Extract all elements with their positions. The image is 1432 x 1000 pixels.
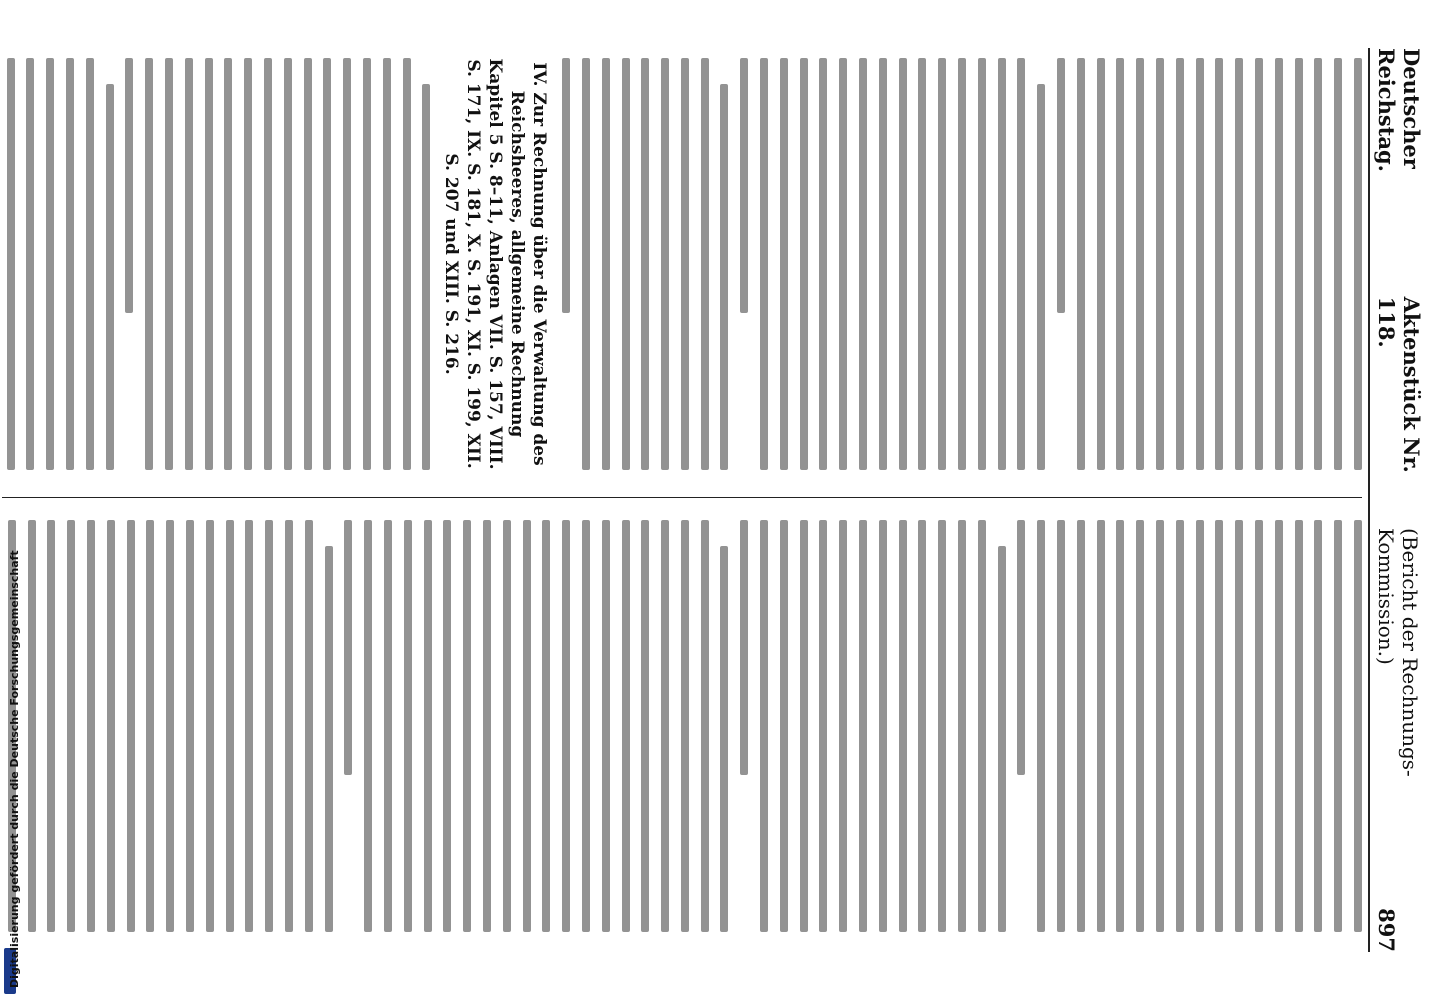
text-line [1334, 58, 1342, 470]
text-line [226, 520, 234, 932]
text-line [1116, 520, 1124, 932]
text-line [1275, 520, 1283, 932]
text-line [998, 546, 1006, 932]
text-line [978, 520, 986, 932]
text-line [443, 520, 451, 932]
text-line [344, 520, 352, 775]
text-line [661, 520, 669, 932]
text-line [1196, 520, 1204, 932]
text-line [998, 58, 1006, 470]
text-line [205, 58, 213, 470]
text-line [224, 58, 232, 470]
text-line [938, 58, 946, 470]
text-line [383, 58, 391, 470]
text-line [404, 520, 412, 932]
text-line [264, 58, 272, 470]
text-line [780, 58, 788, 470]
column-left [0, 58, 1362, 470]
text-line [1156, 520, 1164, 932]
text-line [800, 520, 808, 932]
text-line [562, 520, 570, 932]
text-line [760, 520, 768, 932]
text-line [284, 58, 292, 470]
text-line [859, 520, 867, 932]
text-line [1334, 520, 1342, 932]
text-line [1057, 58, 1065, 313]
text-line [958, 520, 966, 932]
text-line [622, 58, 630, 470]
text-line [1077, 58, 1085, 470]
text-line [1097, 520, 1105, 932]
text-line [740, 58, 748, 313]
text-line [879, 58, 887, 470]
text-line [424, 520, 432, 932]
text-line [740, 520, 748, 775]
text-line [46, 58, 54, 470]
digitization-credit: Digitalisierung gefördert durch die Deutsche Forschungsgemeinschaft [8, 550, 21, 988]
text-line [1176, 520, 1184, 932]
text-line [26, 58, 34, 470]
text-line [1037, 520, 1045, 932]
text-line [67, 520, 75, 932]
text-line [463, 520, 471, 932]
text-line [145, 58, 153, 470]
text-line [1314, 58, 1322, 470]
text-line [325, 546, 333, 932]
text-line [839, 58, 847, 470]
text-line [1116, 58, 1124, 470]
text-line [602, 520, 610, 932]
text-line [165, 58, 173, 470]
text-line [1295, 520, 1303, 932]
text-line [641, 520, 649, 932]
text-line [859, 58, 867, 470]
column-divider [2, 497, 1362, 498]
text-line [1255, 520, 1263, 932]
text-line [899, 520, 907, 932]
text-line [879, 520, 887, 932]
text-line [1314, 520, 1322, 932]
text-line [681, 520, 689, 932]
text-line [800, 58, 808, 470]
text-line [1017, 520, 1025, 775]
text-line [622, 520, 630, 932]
text-line [285, 520, 293, 932]
text-line [28, 520, 36, 932]
text-line [1077, 520, 1085, 932]
text-line [582, 58, 590, 470]
text-line [721, 84, 729, 470]
text-line [641, 58, 649, 470]
text-line [938, 520, 946, 932]
text-line [681, 58, 689, 470]
header-right: (Bericht der Rechnungs-Kommission.) [1374, 528, 1422, 777]
text-line [1097, 58, 1105, 470]
text-line [146, 520, 154, 932]
header-center: Aktenstück Nr. 118. [1374, 296, 1424, 473]
text-line [701, 520, 709, 932]
text-line [125, 58, 133, 313]
section-heading: IV. Zur Rechnung über die Verwaltung des Reichsheeres, allgemeine Rechnung Kapitel 5 S. 8–11, Anlagen VII. S. 157, VIII. S. 171, IX. S. 181, X. S. 191, XI. S. 199, XII. S. 207 und XIII. S. 216. [441, 58, 550, 470]
text-line [363, 58, 371, 470]
text-line [483, 520, 491, 932]
text-line [819, 58, 827, 470]
text-line [304, 58, 312, 470]
text-line [323, 58, 331, 470]
column-right [0, 520, 1362, 932]
text-line [721, 546, 729, 932]
text-line [1037, 84, 1045, 470]
text-line [86, 58, 94, 470]
text-line [1295, 58, 1303, 470]
text-line [978, 58, 986, 470]
text-line [1196, 58, 1204, 470]
text-line [1354, 58, 1362, 470]
text-line [305, 520, 313, 932]
text-line [661, 58, 669, 470]
text-line [839, 520, 847, 932]
text-line [1215, 520, 1223, 932]
text-line [87, 520, 95, 932]
text-line [364, 520, 372, 932]
text-line [1235, 520, 1243, 932]
text-line [701, 58, 709, 470]
text-line [384, 520, 392, 932]
text-line [1176, 58, 1184, 470]
text-line [186, 520, 194, 932]
text-line [244, 58, 252, 470]
text-line [47, 520, 55, 932]
text-line [503, 520, 511, 932]
text-line [780, 520, 788, 932]
text-line [918, 520, 926, 932]
text-line [1156, 58, 1164, 470]
text-line [1136, 58, 1144, 470]
text-line [107, 520, 115, 932]
text-line [1275, 58, 1283, 470]
text-line [245, 520, 253, 932]
text-line [265, 520, 273, 932]
text-line [819, 520, 827, 932]
text-line [1255, 58, 1263, 470]
text-line [66, 58, 74, 470]
page-number: 897 [1374, 908, 1399, 952]
text-line [127, 520, 135, 932]
text-line [343, 58, 351, 470]
text-line [899, 58, 907, 470]
text-line [106, 84, 114, 470]
text-line [523, 520, 531, 932]
header-rule [1368, 48, 1370, 952]
text-line [422, 84, 430, 470]
text-line [7, 58, 15, 470]
text-line [562, 58, 570, 313]
text-line [958, 58, 966, 470]
text-line [542, 520, 550, 932]
text-line [602, 58, 610, 470]
text-line [1017, 58, 1025, 470]
text-line [166, 520, 174, 932]
text-line [206, 520, 214, 932]
text-line [403, 58, 411, 470]
text-line [1215, 58, 1223, 470]
text-line [1136, 520, 1144, 932]
running-header [1374, 48, 1424, 952]
header-left: Deutscher Reichstag. [1374, 48, 1424, 172]
text-line [1057, 520, 1065, 932]
text-line [1354, 520, 1362, 932]
text-line [918, 58, 926, 470]
text-line [760, 58, 768, 470]
text-line [582, 520, 590, 932]
text-line [1235, 58, 1243, 470]
text-line [185, 58, 193, 470]
